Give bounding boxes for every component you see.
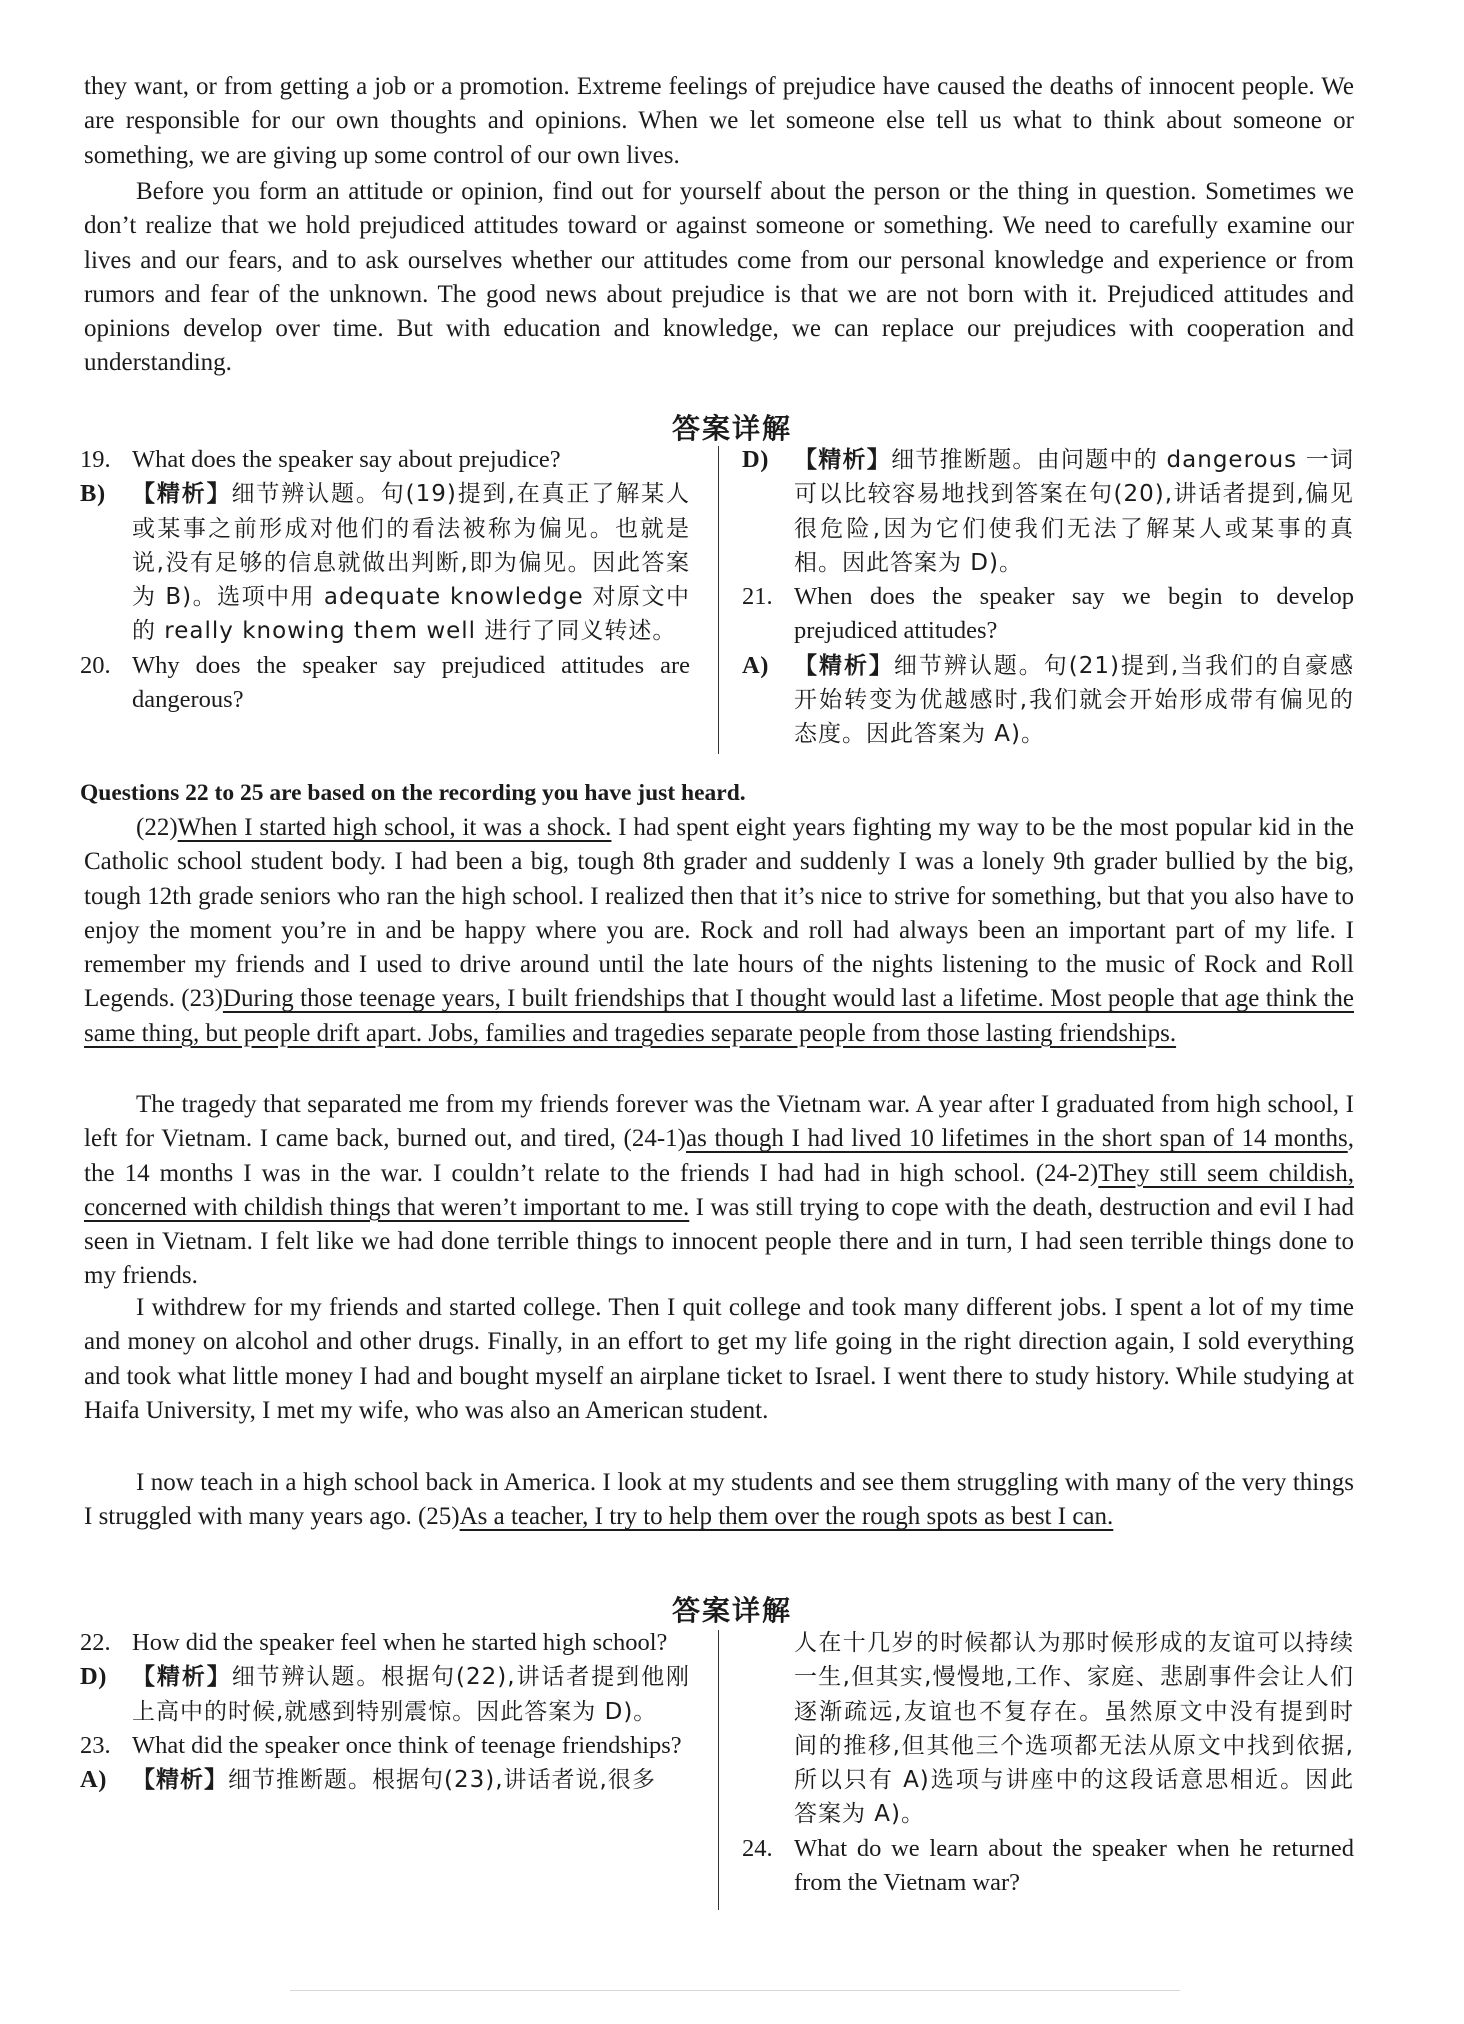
analysis-text: 细节辨认题。句(21)提到,当我们的自豪感开始转变为优越感时,我们就会开始形成带有偏见的态度。因此答案为 A)。 [794,652,1355,748]
answer-22 [80,1660,690,1729]
sentence-marker: (23) [181,985,223,1013]
question-number: 24. [742,1834,773,1862]
passage-text: I now teach in a high school back in America. I look at my students and see them struggling with many of the very things I struggled with many years ago. [84,1469,1354,1531]
passage-text: I had spent eight years fighting my way to be the most popular kid in the Catholic school student body. I had been a big, tough 8th grader and suddenly I was a lonely 9th grader bullied by the big, tough 12th grade seniors who ran the high school. I realized then that it’s nice to strive for something, but that you also have to enjoy the moment you’re in and be happy where you are. Rock and roll had always been an important part of my life. I remember my friends and I used to drive around until the late hours of the nights listening to the music of Rock and Roll Legends. [84,814,1354,1013]
passage-paragraph: they want, or from getting a job or a promotion. Extreme feelings of prejudice have caused the deaths of innocent people. We are responsible for our own thoughts and opinions. When we let someone else tell us what to think about someone or something, we are giving up some control of our own lives. [84,73,1354,169]
answer-21 [742,649,1354,752]
question-20 [80,649,690,718]
question-23 [80,1729,690,1763]
sentence-marker: (24-1) [623,1125,687,1153]
key-sentence: as though I had lived 10 lifetimes in the short span of 14 months [686,1125,1348,1153]
questions-heading: Questions 22 to 25 are based on the recording you have just heard. [80,780,746,806]
question-text: What did the speaker once think of teenage friendships? [132,1731,682,1759]
analysis-text: 细节辨认题。根据句(22),讲话者提到他刚上高中的时候,就感到特别震惊。因此答案为 D)。 [132,1664,691,1725]
passage-text: , the 14 months I was in the war. I couldn’t relate to the friends I had had in high school. [84,1125,1354,1187]
question-text: What does the speaker say about prejudice? [132,446,561,473]
answer-23-continued [742,1626,1354,1832]
passage-paragraph [84,1088,1354,1294]
analysis-text: 细节推断题。根据句(23),讲话者说,很多 [228,1767,656,1794]
answer-letter: A) [80,1766,108,1794]
key-sentence: During those teenage years, I built friendships that I thought would last a lifetime. Most people that age think the same thing, but people drift apart. Jobs, families and tragedies separate people from those lasting friendships. [84,985,1354,1047]
footer-divider [290,1990,1180,1991]
answer-letter: A) [742,651,770,679]
answer-letter: D) [80,1663,108,1691]
answer-letter: B) [80,480,106,508]
question-number: 19. [80,446,111,473]
analysis-tag: 【精析】 [132,1664,232,1691]
passage-paragraph: I withdrew for my friends and started college. Then I quit college and took many different jobs. I spent a lot of my time and money on alcohol and other drugs. Finally, in an effort to get my life going in the right direction again, I sold everything and took what little money I had and bought myself an airplane ticket to Israel. I went there to study history. While studying at Haifa University, I met my wife, who was also an American student. [84,1294,1354,1424]
key-sentence: As a teacher, I try to help them over the rough spots as best I can. [459,1503,1114,1531]
passage-paragraph: Before you form an attitude or opinion, find out for yourself about the person or the thing in question. Sometimes we don’t realize that we hold prejudiced attitudes toward or against someone or something. We need to carefully examine our lives and our fears, and to ask ourselves whether our attitudes come from our personal knowledge and experience or from rumors and fear of the unknown. The good news about prejudice is that we are not born with it. Prejudiced attitudes and opinions develop over time. But with education and knowledge, we can replace our prejudices with cooperation and understanding. [84,178,1354,377]
column-divider [718,1630,719,1910]
passage-paragraph [84,811,1354,1051]
analysis-text: 细节推断题。由问题中的 dangerous 一词可以比较容易地找到答案在句(20),讲话者提到,偏见很危险,因为它们使我们无法了解某人或某事的真相。因此答案为 D)。 [794,447,1354,576]
question-number: 20. [80,651,111,679]
sentence-marker: (24-2) [1035,1159,1099,1187]
analysis-text: 人在十几岁的时候都认为那时候形成的友谊可以持续一生,但其实,慢慢地,工作、家庭、悲剧事件会让人们逐渐疏远,友谊也不复存在。虽然原文中没有提到时间的推移,但其他三个选项都无法从原文中找到依据,所以只有 A)选项与讲座中的这段话意思相近。因此答案为 A)。 [794,1630,1354,1828]
question-number: 21. [742,583,773,611]
sentence-marker: (22) [136,814,178,841]
answer-19 [80,477,690,648]
question-text: Why does the speaker say prejudiced attitudes are dangerous? [132,651,690,714]
passage-text: I was still trying to cope with the death, destruction and evil I had seen in Vietnam. I felt like we had done terrible things to innocent people there and in turn, I had seen terrible things done to my friends. [84,1193,1354,1290]
question-24 [742,1832,1354,1901]
passage-paragraph [84,1466,1354,1535]
key-sentence: They still seem childish, concerned with childish things that weren’t important to me. [84,1159,1354,1221]
answer-23 [80,1763,690,1797]
question-21 [742,580,1354,649]
answer-letter: D) [742,446,770,473]
question-number: 22. [80,1629,111,1656]
column-divider [718,446,719,754]
analysis-text: 细节辨认题。句(19)提到,在真正了解某人或某事之前形成对他们的看法被称为偏见。也就是说,没有足够的信息就做出判断,即为偏见。因此答案为 B)。选项中用 adequate knowledge 对原文中的 really knowing them well 进行了同义转述。 [132,481,691,645]
answer-column-left [80,443,690,717]
analysis-tag: 【精析】 [794,447,892,473]
passage-text: The tragedy that separated me from my friends forever was the Vietnam war. A year after I graduated from high school, I left for Vietnam. I came back, burned out, and tired, [84,1091,1354,1153]
sentence-marker: (25) [417,1503,460,1531]
question-text: When does the speaker say we begin to develop prejudiced attitudes? [794,583,1354,645]
analysis-tag: 【精析】 [132,481,232,508]
question-22 [80,1626,690,1660]
question-text: What do we learn about the speaker when he returned from the Vietnam war? [794,1834,1354,1897]
question-19 [80,443,690,477]
answer-column-right [742,443,1354,752]
section-title: 答案详解 [671,1594,792,1627]
analysis-tag: 【精析】 [794,652,894,679]
question-number: 23. [80,1731,111,1759]
answer-column-left [80,1626,690,1797]
answer-column-right [742,1626,1354,1900]
question-text: How did the speaker feel when he started high school? [132,1629,668,1656]
analysis-tag: 【精析】 [132,1767,228,1794]
answer-20 [742,443,1354,580]
key-sentence: When I started high school, it was a shock. [177,814,612,841]
section-title: 答案详解 [671,412,792,445]
